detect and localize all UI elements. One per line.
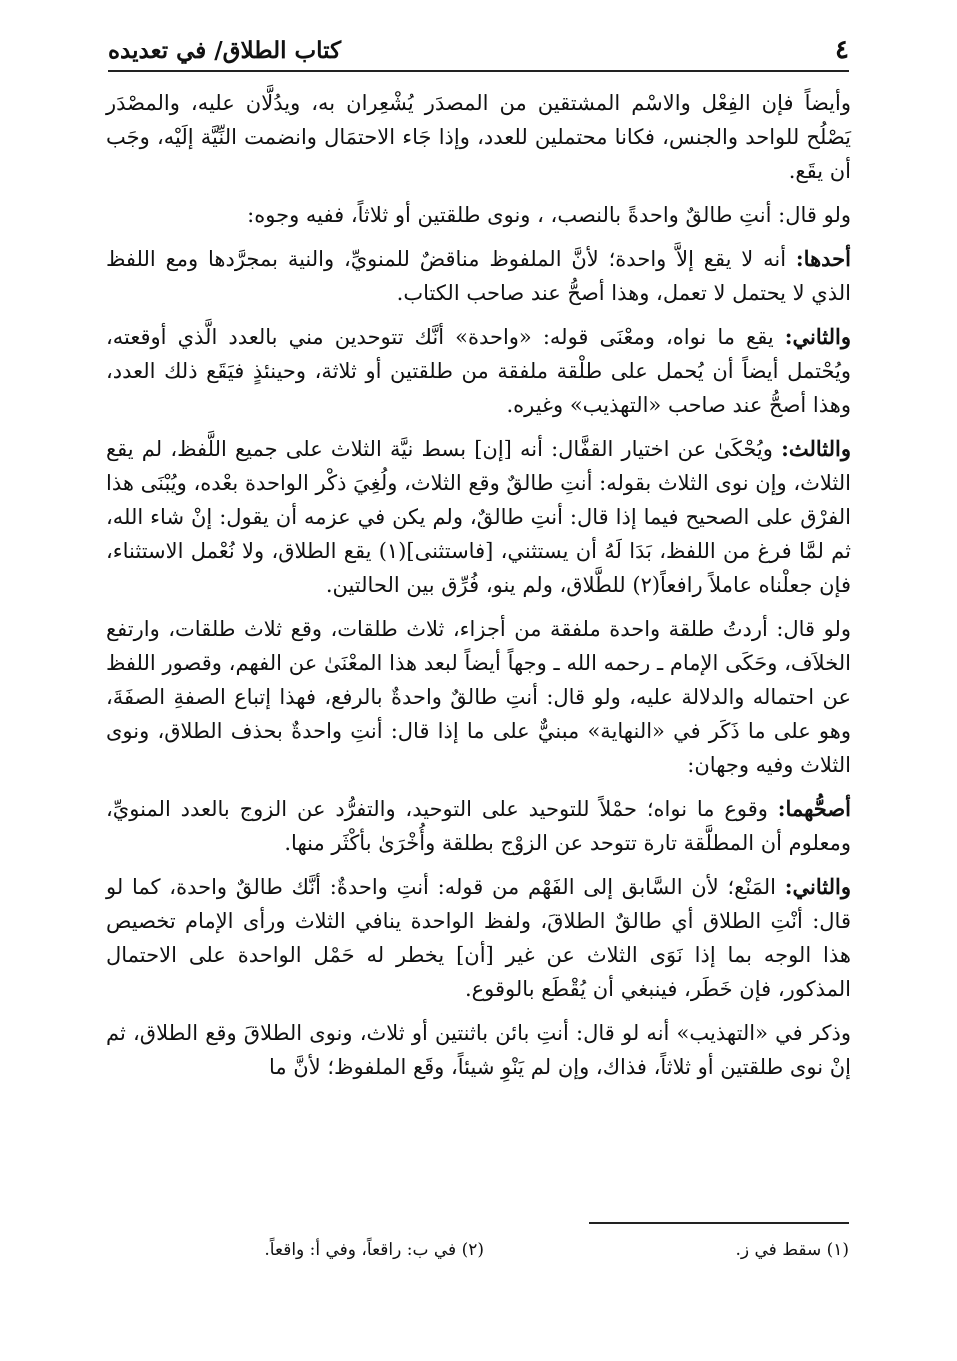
paragraph: أحدها: أنه لا يقع إلاَّ واحدة؛ لأنَّ الملفوظ مناقضٌ للمنويِّ، والنية بمجرَّدها ومع اللفظ الذي لا يحتمل لا تعمل، وهذا أصحُّ عند صاحب الكتاب. (106, 246, 851, 305)
paragraph: وذكر في «التهذيب» أنه لو قال: أنتِ بائن باثنتين أو ثلاث، ونوى الطلاقَ وقع الطلاق، ثم إنْ نوى طلقتين أو ثلاثاً، فذاك، وإن لم يَنْوِ شيئاً، وقَع الملفوظ؛ لأنَّ ما (106, 1021, 851, 1079)
page-number: ٤ (835, 35, 849, 65)
paragraph: وأيضاً فإن الفِعْل والاسْم المشتقين من المصدَر يُشْعِران به، ويدُلَّان عليه، والمصْدَر يَصْلُح للواحد والجنس، فكانا محتملين للعدد، وإذا جَاء الاحتمَال وانضمت النِّيَّة إلَيْه، وجَب أن يقَع. (106, 91, 851, 183)
footnote-2: (٢) في ب: راقعاً، وفي أ: واقعاً. (264, 1240, 484, 1260)
paragraph-lead: والثاني: (784, 324, 851, 349)
paragraph-lead: أصحُّهما: (777, 796, 851, 821)
paragraph: والثاني: يقع ما نواه، ومعْنَى قوله: «واحدة» أنَّك تتوحدين مني بالعدد الَّذي أوقعته، ويُحْتمل أيضاً أن يُحمل على طلْقة ملفقة من طلقتين أو ثلاثة، وحينئذٍ فيَقَع ذلك العدد، وهذا أصحُّ عند صاحب «التهذيب» وغيره. (106, 324, 851, 417)
running-header (108, 30, 849, 72)
paragraph: والثالث: ويُحْكَىٰ عن اختيار القفَّال: أنه [إن] بسط نيَّة الثلاث على جميع اللَّفظ، لم يقع الثلاث، وإن نوى الثلاث بقوله: أنتِ طالقٌ وقع الثلاث، ولُغِيَ ذكْر الواحدة بعْده، ويُبْنَى هذا الفرْق على الصحيح فيما إذا قال: أنتِ طالقٌ، ولم يكن في عزمه أن يقول: إنْ شاء الله، ثم لمَّا فرغ من اللفظ، بَدَا لَهُ أن يستثني، [فاستثنى](١) يقع الطلاق، ولا نُعْمل الاستثناء، فإن جعلْناه عاملاً رافعاً(٢) للطَّلاق، ولم ينو، فُرِّق بين الحالتين. (106, 436, 851, 597)
paragraph-lead: أحدها: (795, 246, 851, 271)
paragraph-lead: والثالث: (781, 436, 851, 461)
paragraph: أصحُّهما: وقوع ما نواه؛ حمْلاً للتوحيد على التوحيد، والتفرُّد عن الزوج بالعدد المنويِّ، ومعلوم أن المطلَّقة تارة تتوحد عن الزوْج بطلقة وأُخْرَىٰ بأكْثَر منها. (106, 796, 851, 855)
footnote-1: (١) سقط في ز. (735, 1240, 849, 1260)
paragraph-lead: والثاني: (784, 874, 851, 899)
footnotes (108, 1236, 849, 1264)
paragraph: ولو قال: أنتِ طالقٌ واحدةً بالنصب، ، ونوى طلقتين أو ثلاثاً، ففيه وجوه: (247, 203, 851, 227)
body-text (106, 86, 851, 1094)
paragraph: والثاني: المَنْع؛ لأن السَّابق إلى الفَهْم من قوله: أنتِ واحدةٌ: أنَّك طالقٌ واحدة، كما لو قال: أنْتِ الطلاق أي طالقٌ الطلاقَ، ولفظ الواحدة ينافي الثلاث ورأى الإمام تخصيص هذا الوجه بما إذا نَوَى الثلاث عن غير [أن] يخطر له حَمْل الواحدة على الاحتمال المذكور، فإن خَطَر، فينبغي أن يُقْطَع بالوقوع. (106, 874, 851, 1001)
running-title: كتاب الطلاق/ في تعديده (108, 36, 342, 64)
footnote-divider (589, 1222, 849, 1224)
paragraph: ولو قال: أردتُ طلقة واحدة ملفقة من أجزاء، ثلاث طلقات، وقع ثلاث طلقات، وارتفع الخلاَف، وحَكَى الإمام ـ رحمه الله ـ وجهاً أيضاً لبعد هذا المعْنَىٰ عن الفهم، وقصور اللفظ عن احتماله والدلالة عليه، ولو قال: أنتِ طالقٌ واحدةٌ بالرفع، فهذا إتباع الصفةِ الصفَةَ، وهو على ما ذَكَر في «النهاية» مبنيٌّ على ما إذا قال: أنتِ واحدةٌ بحذف الطلاق، ونوى الثلاث وفيه وجهان: (106, 617, 851, 777)
